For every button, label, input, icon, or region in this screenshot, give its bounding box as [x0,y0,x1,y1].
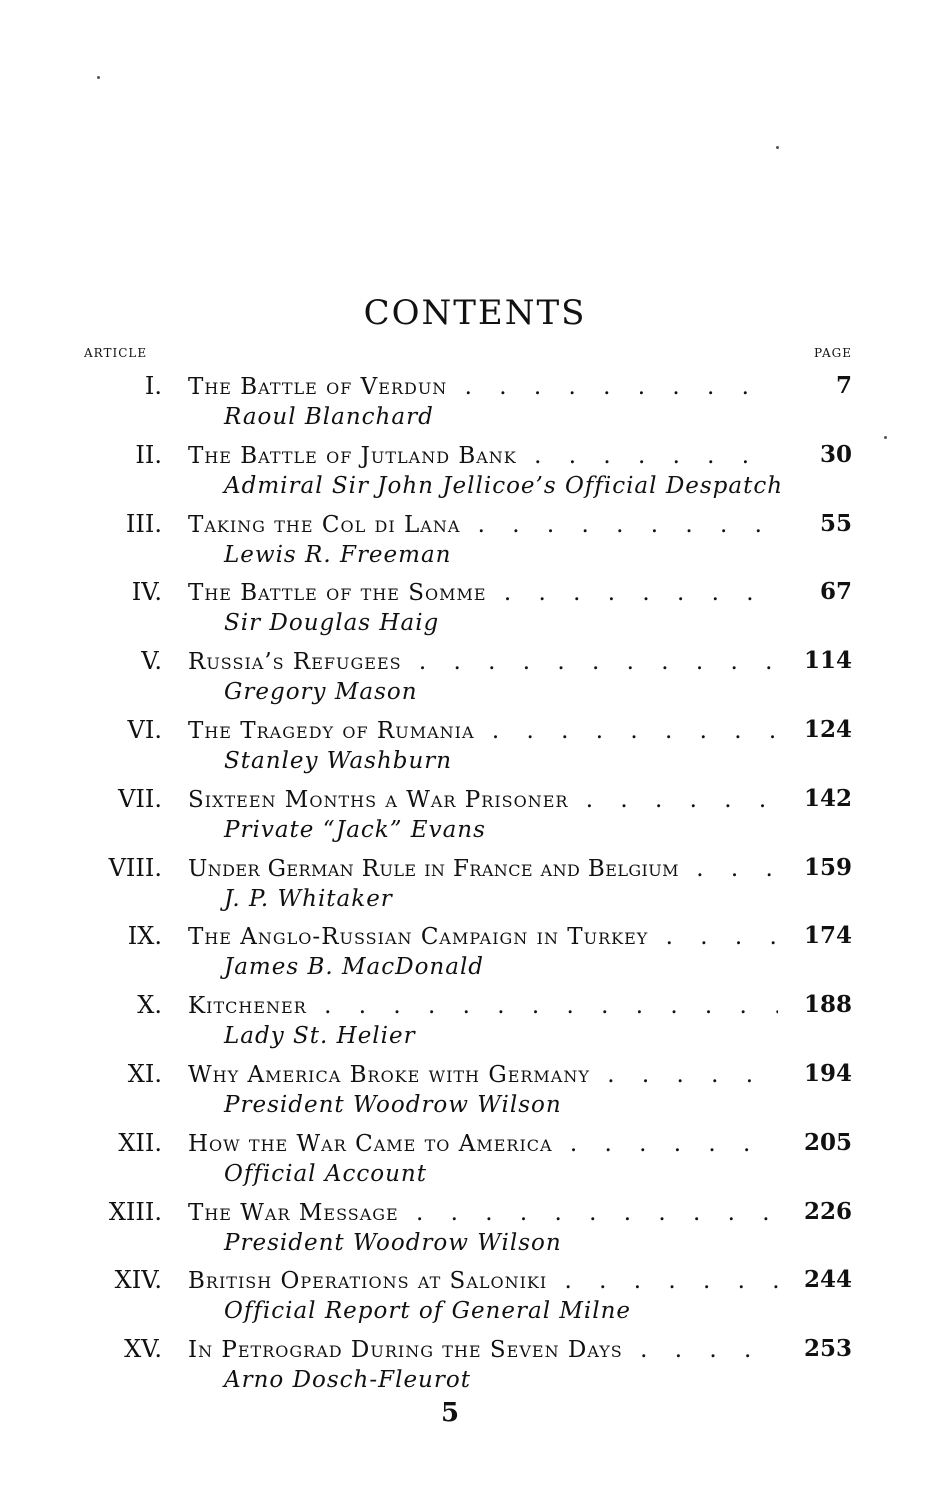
scan-speck [884,436,887,439]
article-author: Admiral Sir John Jellicoe’s Official Despatch [224,472,784,499]
page-number: 244 [803,1266,852,1294]
article-author: Private “Jack” Evans [224,816,486,843]
toc-entry [84,437,852,506]
toc-entry [84,1194,852,1263]
article-title: British Operations at Saloniki . . . [188,1268,778,1294]
toc-entry [84,1262,852,1331]
page-number: 159 [803,853,852,881]
article-title: The Battle of Jutland Bank . . . [188,443,778,469]
article-number: V. [141,647,162,676]
folio-page-number: 5 [440,1398,460,1428]
article-author: Official Report of General Milne [224,1298,632,1325]
toc-entry [84,506,852,575]
toc-entry [84,918,852,987]
page-number: 142 [803,784,852,812]
article-title: The Battle of the Somme . . . [188,580,778,606]
page-number: 226 [803,1197,852,1225]
article-title: Why America Broke with Germany . . . [188,1062,778,1088]
page-number: 188 [803,991,852,1019]
table-of-contents [84,368,852,1400]
article-number: IV. [131,578,162,607]
article-number: VII. [118,784,162,813]
page-number: 55 [819,509,852,537]
article-title: The Tragedy of Rumania . . . [188,718,778,744]
article-title: The Anglo-Russian Campaign in Turkey . . . [188,924,778,950]
article-number: XIV. [114,1266,162,1295]
article-author: J. P. Whitaker [224,885,393,912]
article-author: Lady St. Helier [224,1023,416,1050]
toc-entry [84,712,852,781]
page-number: 67 [819,578,852,606]
article-author: President Woodrow Wilson [224,1091,562,1118]
toc-entry [84,1331,852,1400]
page-number: 30 [819,440,852,468]
article-number: VI. [127,715,162,744]
article-number: III. [125,509,162,538]
article-author: James B. MacDonald [224,954,485,981]
toc-entry [84,987,852,1056]
article-title: The Battle of Verdun . . . [188,374,778,400]
article-title: Sixteen Months a War Prisoner . . . [188,787,778,813]
page-number: 194 [803,1059,852,1087]
article-title: Under German Rule in France and Belgium . . . [188,856,778,882]
scan-speck [97,76,100,79]
article-title: Kitchener . . . [188,993,778,1019]
page-number: 253 [803,1335,852,1363]
page-number: 124 [803,715,852,743]
page-number: 205 [803,1128,852,1156]
page-column-header: PAGE [814,346,852,360]
article-title: In Petrograd During the Seven Days . . . [188,1337,778,1363]
scan-speck [776,146,779,149]
article-author: Lewis R. Freeman [224,541,452,568]
article-author: Stanley Washburn [224,747,453,774]
article-title: Taking the Col di Lana . . . [188,512,778,538]
toc-entry [84,850,852,919]
article-number: XV. [124,1335,162,1364]
page-number: 7 [835,372,852,399]
article-number: IX. [127,922,162,951]
article-author: Gregory Mason [224,679,418,706]
page-number: 114 [803,647,852,675]
article-author: Arno Dosch-Fleurot [224,1367,471,1394]
toc-entry [84,781,852,850]
toc-entry [84,1125,852,1194]
toc-entry [84,643,852,712]
toc-entry [84,574,852,643]
article-author: Sir Douglas Haig [224,610,440,637]
page-title: CONTENTS [363,292,587,333]
article-number: XII. [118,1128,162,1157]
article-number: I. [144,372,162,400]
article-author: Official Account [224,1160,427,1187]
article-number: XIII. [108,1197,162,1226]
toc-entry [84,1056,852,1125]
article-number: XI. [127,1059,162,1088]
toc-entry [84,368,852,437]
article-title: The War Message . . . [188,1200,778,1226]
article-author: Raoul Blanchard [224,404,434,430]
article-title: Russia’s Refugees . . . [188,649,778,675]
article-number: II. [135,440,162,469]
article-author: President Woodrow Wilson [224,1229,562,1256]
page-number: 174 [803,922,852,950]
article-title: How the War Came to America . . . [188,1131,778,1157]
article-number: X. [137,991,162,1020]
article-column-header: ARTICLE [84,346,148,360]
article-number: VIII. [108,853,162,882]
